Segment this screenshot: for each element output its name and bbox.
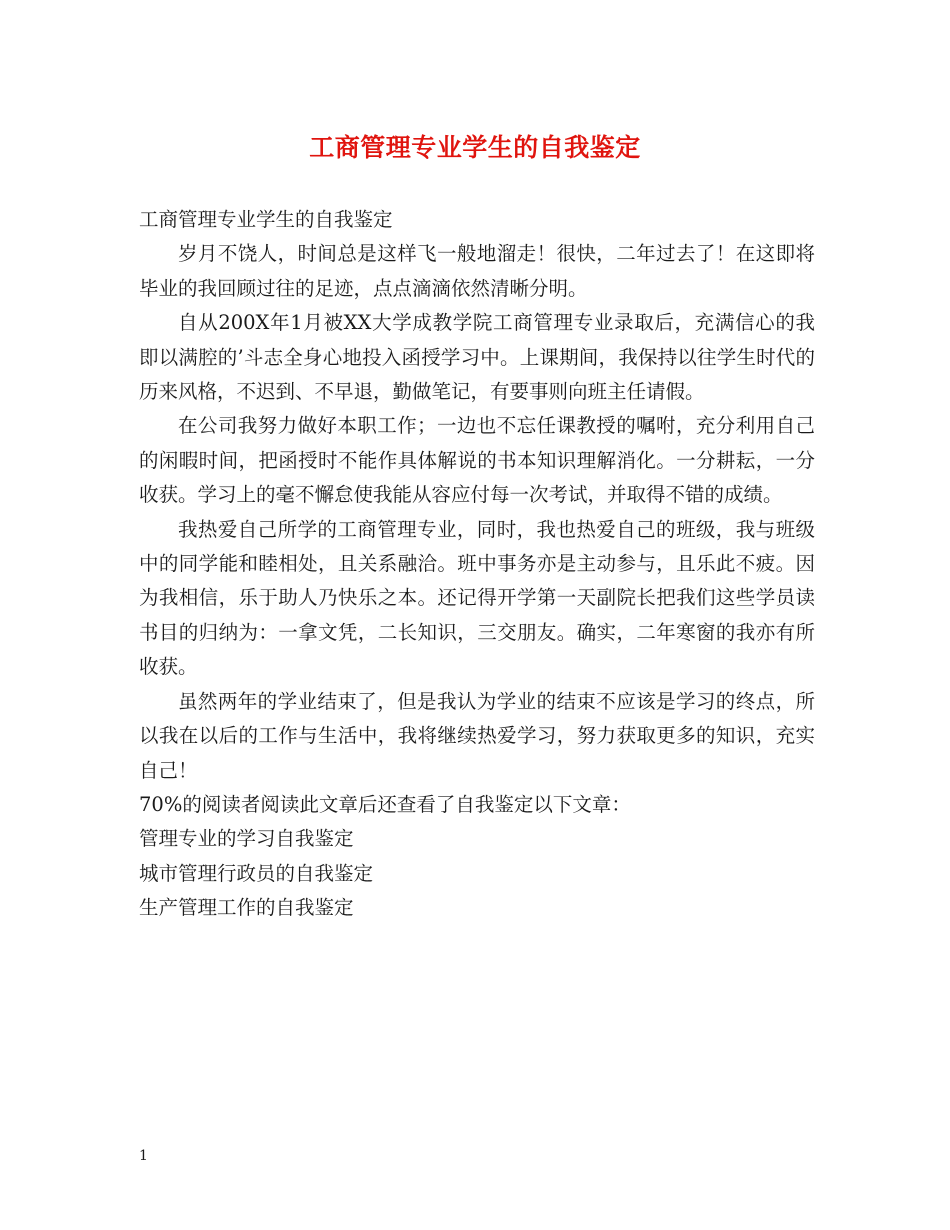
document-body [139,203,815,926]
related-link-1[interactable]: 管理专业的学习自我鉴定 [139,827,354,851]
page-number: 1 [139,1148,148,1164]
paragraph-4: 我热爱自己所学的工商管理专业，同时，我也热爱自己的班级，我与班级中的同学能和睦相处，且关系融洽。班中事务亦是主动参与，且乐此不疲。因为我相信，乐于助人乃快乐之本。还记得开学第一天副院长把我们这些学员读书目的归纳为：一拿文凭，二长知识，三交朋友。确实，二年寒窗的我亦有所收获。 [139,517,815,679]
paragraph-2: 自从200X年1月被XX大学成教学院工商管理专业录取后，充满信心的我即以满腔的’斗志全身心地投入函授学习中。上课期间，我保持以往学生时代的历来风格，不迟到、不早退，勤做笔记，有要事则向班主任请假。 [139,311,815,404]
document-title: 工商管理专业学生的自我鉴定 [309,133,641,162]
paragraph-5: 虽然两年的学业结束了，但是我认为学业的结束不应该是学习的终点，所以我在以后的工作与生活中，我将继续热爱学习，努力获取更多的知识，充实自己！ [139,689,815,782]
paragraph-1: 岁月不饶人，时间总是这样飞一般地溜走！很快，二年过去了！在这即将毕业的我回顾过往的足迹，点点滴滴依然清晰分明。 [139,242,815,300]
document-subtitle: 工商管理专业学生的自我鉴定 [139,208,393,231]
related-intro: 70%的阅读者阅读此文章后还查看了自我鉴定以下文章： [139,792,631,816]
paragraph-3: 在公司我努力做好本职工作；一边也不忘任课教授的嘱咐，充分利用自己的闲暇时间，把函授时不能作具体解说的书本知识理解消化。一分耕耘，一分收获。学习上的毫不懈怠使我能从容应付每一次考试，并取得不错的成绩。 [139,414,815,507]
related-link-3[interactable]: 生产管理工作的自我鉴定 [139,896,354,920]
related-link-2[interactable]: 城市管理行政员的自我鉴定 [139,861,374,885]
